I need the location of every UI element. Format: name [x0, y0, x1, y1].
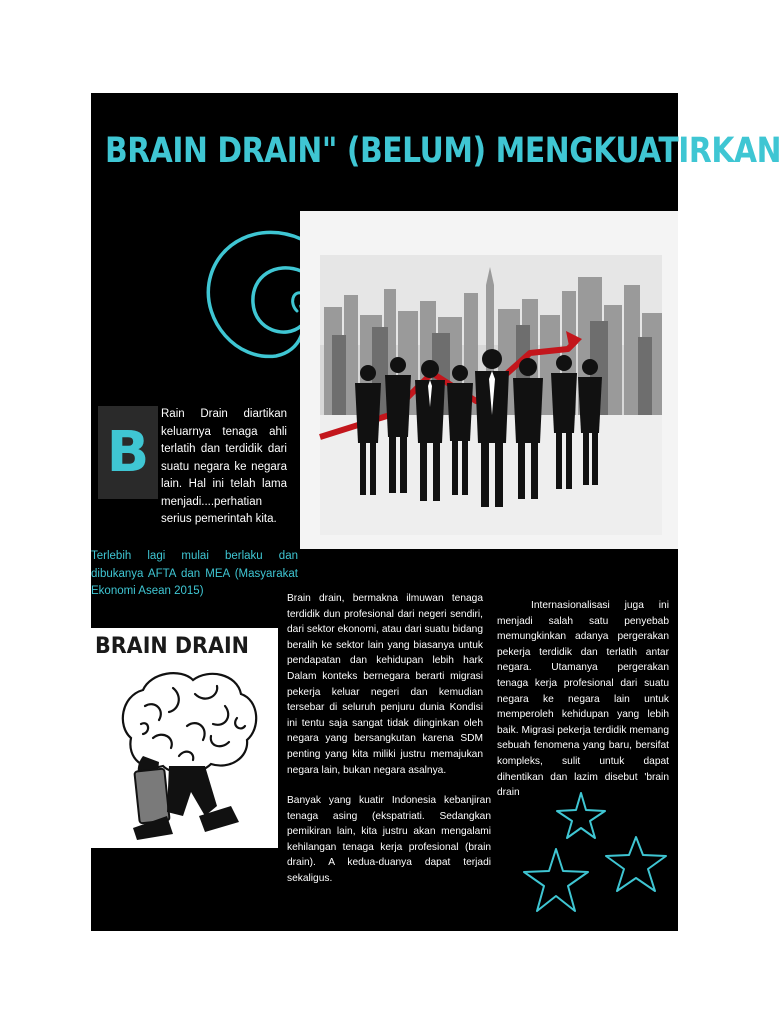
intro-paragraph: Rain Drain diartikan keluarnya tenaga ahli terlatih dan terdidik dari suatu negara ke negara lain. Hal ini telah lama menjadi....perhatian serius pemerintah kita. — [161, 408, 287, 525]
stars-decoration — [516, 793, 676, 933]
dropcap-box — [98, 406, 158, 499]
city-business-photo — [300, 211, 678, 549]
document-page — [91, 93, 781, 931]
star-icon — [606, 837, 666, 891]
star-icon — [524, 849, 588, 911]
brain-person-illustration — [113, 666, 263, 844]
body-paragraph-internasionalisasi — [497, 598, 669, 801]
swirl-decoration-icon — [201, 221, 311, 381]
body-paragraph-brain-drain: Brain drain, bermakna ilmuwan tenaga terdidik dun profesional dari negeri sendiri, dari sektor ekonomi, atau dari suatu bidang beralih ke sektor lain yang biasanya untuk pendapatan dan kehidupan lebih hark Dalam konteks bernegara berarti migrasi pekerja keluar negeri dan kemudian tersebar di seluruh penjuru dunia Kondisi ini tentu saja sangat tidak diinginkan oleh negara yang bersangkutan karena SDM penting yang kita miliki justru memajukan negara lain, bukan negara asalnya. — [287, 593, 483, 776]
dropcap-letter: B — [106, 420, 150, 485]
callout-text: Terlebih lagi mulai berlaku dan dibukanya AFTA dan MEA (Masyarakat Ekonomi Asean 2015) — [91, 550, 298, 597]
page-title: BRAIN DRAIN" (BELUM) MENGKUATIRKAN — [105, 131, 781, 171]
star-icon — [557, 793, 605, 838]
brain-drain-card — [91, 628, 278, 848]
body-paragraph-kuatir: Banyak yang kuatir Indonesia kebanjiran tenaga asing (ekspatriati. Sedangkan pemikiran lain, kita justru akan mengalami kehilangan tenaga kerja profesional (brain drain). A kedua-duanya dapat terjadi sekaligus. — [287, 795, 491, 884]
brain-drain-card-title: BRAIN DRAIN — [95, 634, 249, 659]
body-paragraph-internasionalisasi-text: Internasionalisasi juga ini menjadi salah satu penyebab memungkinkan adanya pergerakan pekerja terdidik dan terlatih antar negara. Utamanya pergerakan tenaga kerja profesional dari suatu negara ke negara lain untuk memperoleh kehidupan yang lebih baik. Migrasi pekerja terdidik memang sebuah fenomena yang baru, bersifat kompleks, sulit untuk dapat dihentikan dan lazim disebut 'brain drain — [497, 600, 669, 799]
city-business-people-photo — [320, 255, 662, 535]
